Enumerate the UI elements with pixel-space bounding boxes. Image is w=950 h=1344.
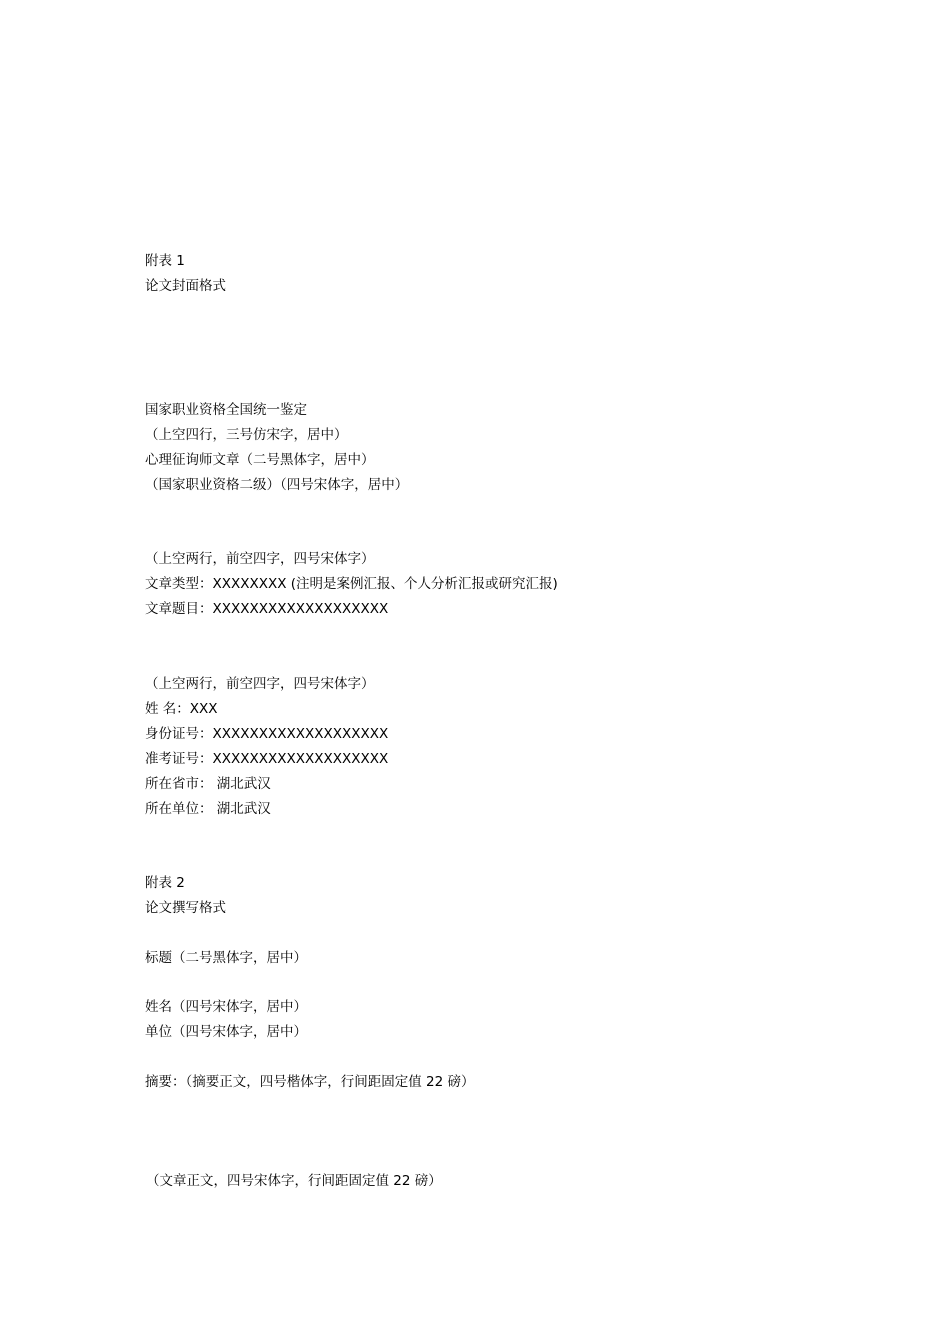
heading-format-line: 标题（二号黑体字，居中） [145, 950, 307, 966]
organization-line: 所在单位： 湖北武汉 [145, 801, 271, 817]
name-format-line: 姓名（四号宋体字，居中） [145, 999, 307, 1015]
paper-type-heading: 心理征询师文章（二号黑体字，居中） [145, 452, 375, 468]
body-format-line: （文章正文，四号宋体字，行间距固定值 22 磅） [146, 1173, 442, 1189]
note-two-lines-1: （上空两行，前空四字，四号宋体字） [145, 551, 375, 567]
province-city-line: 所在省市： 湖北武汉 [145, 776, 271, 792]
note-top: （上空四行，三号仿宋字，居中） [145, 427, 348, 443]
appendix2-label: 附表 2 [145, 875, 185, 891]
unit-format-line: 单位（四号宋体字，居中） [145, 1024, 307, 1040]
appendix1-label: 附表 1 [145, 253, 185, 269]
cover-heading: 国家职业资格全国统一鉴定 [145, 402, 307, 418]
exam-number-line: 准考证号：XXXXXXXXXXXXXXXXXXX [145, 751, 389, 767]
article-title-line: 文章题目：XXXXXXXXXXXXXXXXXXX [145, 601, 389, 617]
article-type-line: 文章类型：XXXXXXXX (注明是案例汇报、个人分析汇报或研究汇报) [145, 576, 558, 592]
id-number-line: 身份证号：XXXXXXXXXXXXXXXXXXX [145, 726, 389, 742]
note-two-lines-2: （上空两行，前空四字，四号宋体字） [145, 676, 375, 692]
level-line: （国家职业资格二级）（四号宋体字，居中） [145, 477, 409, 493]
name-line: 姓 名：XXX [145, 701, 218, 717]
abstract-format-line: 摘要：（摘要正文，四号楷体字，行间距固定值 22 磅） [145, 1074, 475, 1090]
appendix1-title: 论文封面格式 [145, 278, 226, 294]
appendix2-title: 论文撰写格式 [145, 900, 226, 916]
